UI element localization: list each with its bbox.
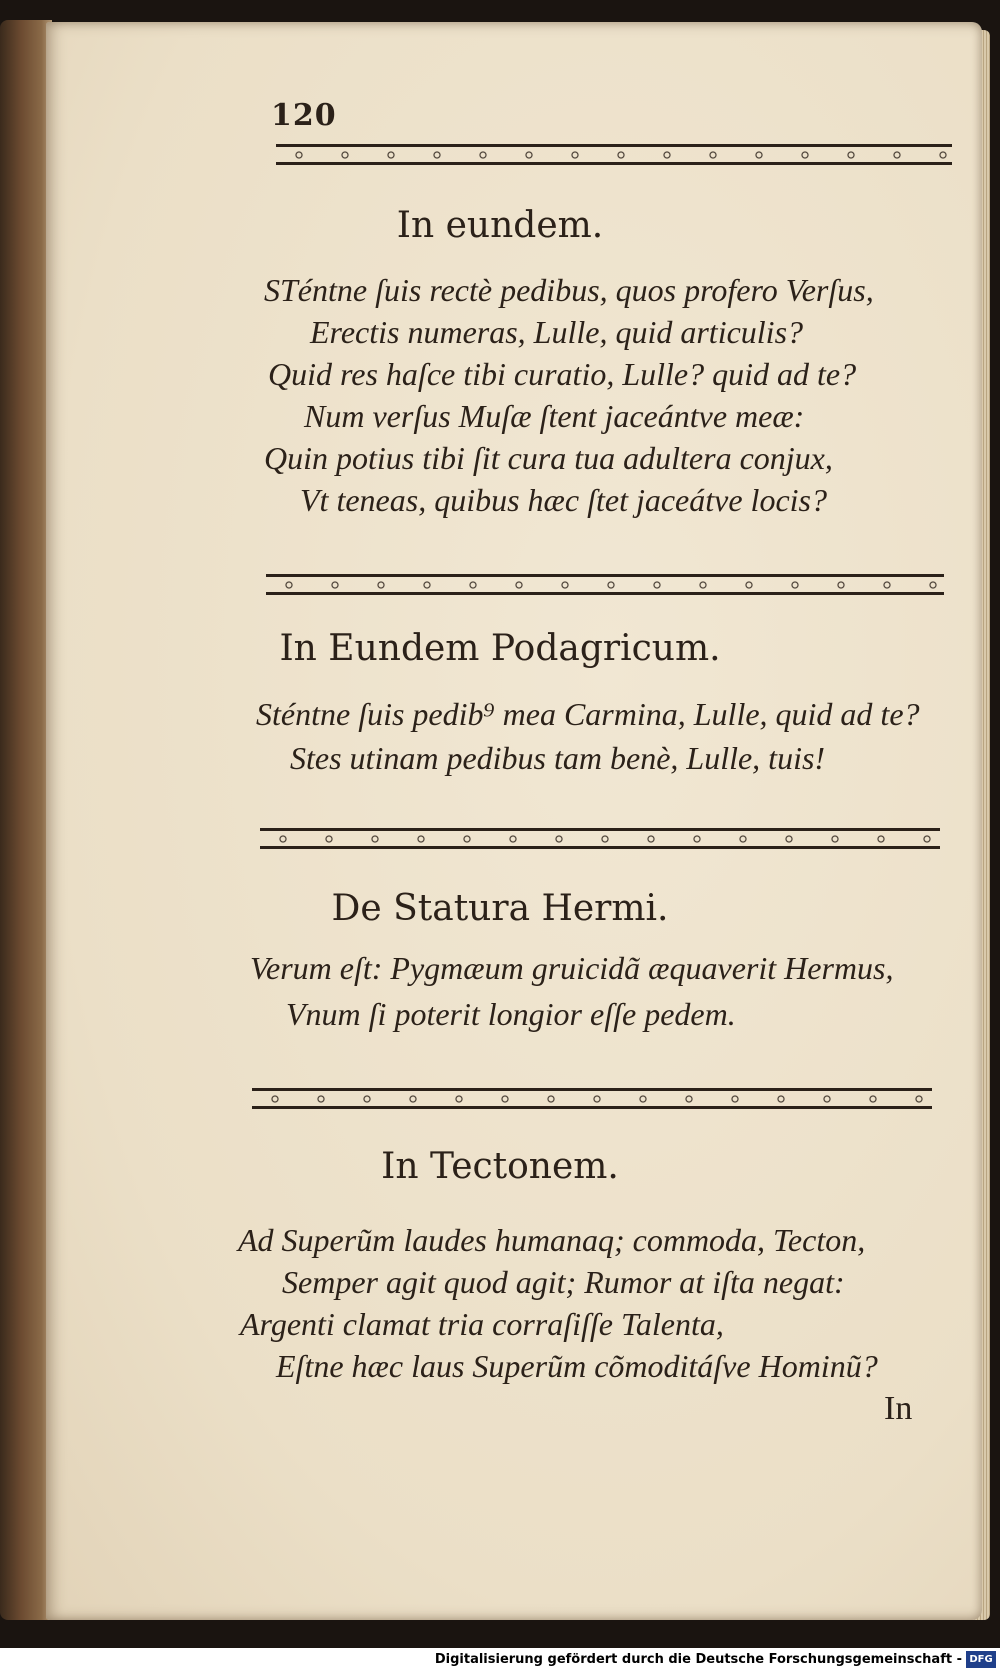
page-number: 120 [271, 98, 337, 133]
ornament-rule [266, 570, 944, 600]
verse-line: Quin potius tibi ſit cura tua adultera conjux, [264, 440, 833, 476]
ornament-rule [252, 1084, 932, 1114]
verse-line: Vnum ſi poterit longior eſſe pedem. [286, 996, 736, 1032]
verse-line: Ad Superũm laudes humanaq; commoda, Tecton, [238, 1222, 866, 1258]
verse-line: Verum eſt: Pygmæum gruicidã æquaverit Hermus, [250, 950, 894, 986]
catchword: In [884, 1390, 913, 1427]
verse-line: Vt teneas, quibus hæc ſtet jaceátve locis? [300, 482, 827, 518]
dfg-logo-icon: DFG [966, 1651, 996, 1668]
verse-line: Erectis numeras, Lulle, quid articulis? [310, 314, 804, 350]
verse-line: Stes utinam pedibus tam benè, Lulle, tuis! [290, 740, 826, 776]
book-spine [0, 20, 52, 1620]
section-heading: De Statura Hermi. [331, 888, 669, 929]
verse-line: Argenti clamat tria corraſiſſe Talenta, [240, 1306, 724, 1342]
section-heading: In Tectonem. [381, 1146, 619, 1187]
section-heading: In eundem. [396, 205, 604, 246]
ornament-rule [260, 824, 940, 854]
verse-line: Eſtne hæc laus Superũm cõmoditáſve Hominũ? [276, 1348, 878, 1384]
digitization-footer [0, 1648, 1000, 1672]
verse-line: Semper agit quod agit; Rumor at iſta negat: [282, 1264, 845, 1300]
ornament-rule [276, 140, 952, 170]
verse-line: Num verſus Muſæ ſtent jaceántve meæ: [304, 398, 805, 434]
footer-credit: Digitalisierung gefördert durch die Deutsche Forschungsgemeinschaft - [434, 1652, 962, 1667]
section-heading: In Eundem Podagricum. [279, 628, 721, 669]
verse-line: Quid res haſce tibi curatio, Lulle? quid ad te? [268, 356, 857, 392]
verse-line: STéntne ſuis rectè pedibus, quos profero Verſus, [264, 272, 874, 308]
verse-line: Sténtne ſuis pedib⁹ mea Carmina, Lulle, quid ad te? [256, 696, 920, 732]
